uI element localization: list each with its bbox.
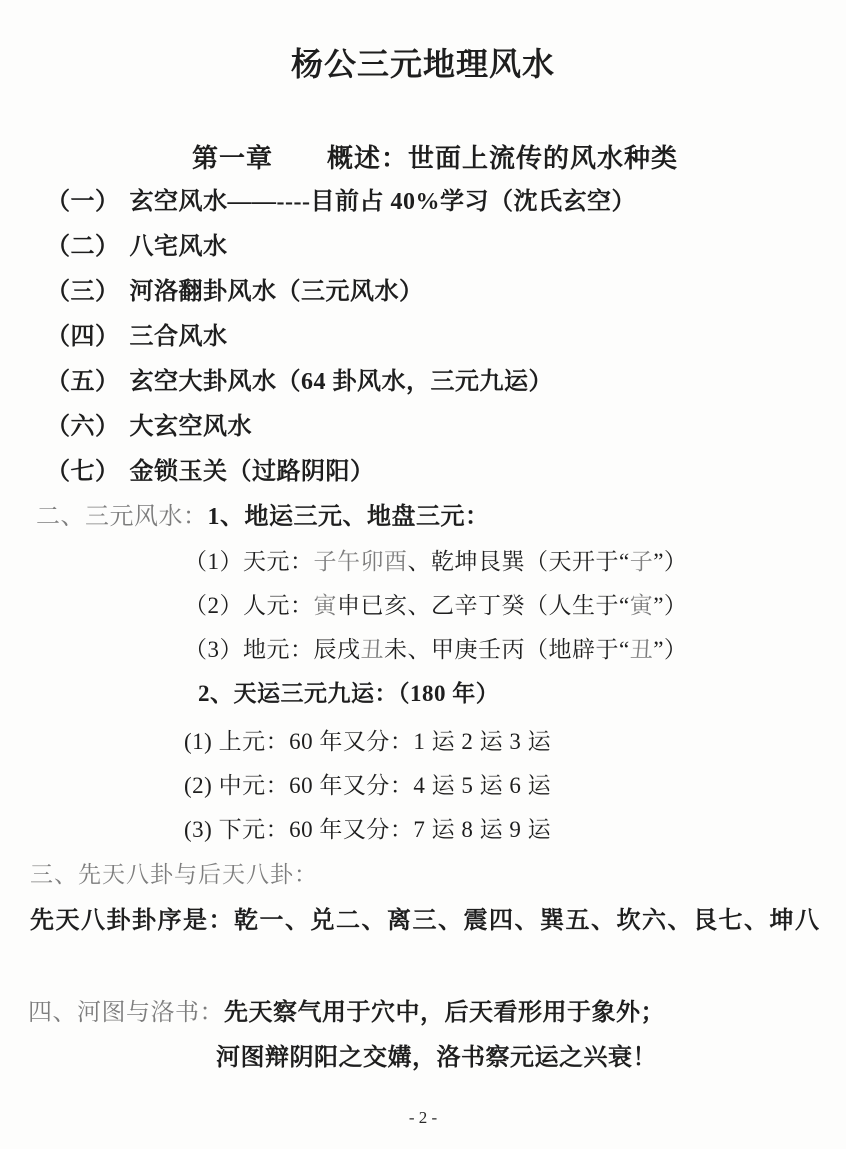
text-segment: 、乾坤艮巽（天开于“	[407, 549, 630, 574]
item-text: 八宅风水	[129, 234, 228, 260]
sub-item-renyuan	[0, 584, 846, 628]
section-two-heading	[0, 495, 846, 540]
list-item	[0, 225, 846, 270]
item-number: （一）	[46, 189, 120, 215]
item-number: （七）	[46, 459, 120, 485]
text-segment: 二、三元风水：	[36, 504, 208, 530]
list-item	[0, 405, 846, 450]
text-segment: ”）	[653, 549, 688, 574]
item-text: 金锁玉关（过路阴阳）	[129, 459, 375, 485]
text-segment: （2）人元：	[184, 593, 314, 618]
text-segment: 先天察气用于穴中，后天看形用于象外；	[224, 1000, 665, 1026]
chapter-number: 第一章	[192, 144, 274, 173]
text-segment: 寅	[313, 593, 337, 618]
section-two-sub-list	[0, 540, 846, 672]
list-item	[0, 270, 846, 315]
item-number: （五）	[46, 369, 120, 395]
chapter-heading	[0, 142, 846, 176]
text-segment: 未、甲庚壬丙（地辟于“	[384, 637, 630, 662]
text-segment: 子	[629, 549, 654, 574]
bagua-sequence-line: 先天八卦卦序是：乾一、兑二、离三、震四、巽五、坎六、艮七、坤八	[30, 908, 821, 934]
fengshui-types-list	[0, 180, 846, 495]
item-text: 河洛翻卦风水（三元风水）	[129, 279, 424, 305]
item-number: （六）	[46, 414, 120, 440]
hetu-luoshu-line: 河图辩阴阳之交媾，洛书察元运之兴衰！	[216, 1045, 657, 1071]
item-text: 三合风水	[129, 324, 228, 350]
item-text: 大玄空风水	[129, 414, 252, 440]
text-segment: （1）天元：	[184, 549, 314, 574]
page-number: - 2 -	[408, 1108, 438, 1127]
list-item	[0, 180, 846, 225]
item-text: 玄空大卦风水（64 卦风水，三元九运）	[129, 369, 553, 395]
yun-item-lower: (3) 下元：60 年又分：7 运 8 运 9 运	[184, 817, 552, 842]
sub-item-diyuan	[0, 628, 846, 672]
item-number: （三）	[46, 279, 120, 305]
document-title: 杨公三元地理风水	[290, 46, 555, 82]
list-item	[0, 315, 846, 360]
item-number: （四）	[46, 324, 120, 350]
text-segment: ”）	[653, 637, 688, 662]
item-number: （二）	[46, 234, 120, 260]
text-segment: 丑	[629, 637, 654, 662]
chapter-subtitle: 概述：世面上流传的风水种类	[327, 144, 679, 173]
list-item	[0, 450, 846, 495]
tianyun-heading: 2、天运三元九运：（180 年）	[198, 681, 500, 706]
text-segment: 四、河图与洛书：	[28, 1000, 224, 1026]
text-segment: 子午卯酉	[313, 549, 408, 574]
text-segment: 1、地运三元、地盘三元：	[207, 504, 490, 530]
sub-item-tianyuan	[0, 540, 846, 584]
yun-item-upper: (1) 上元：60 年又分：1 运 2 运 3 运	[184, 729, 552, 754]
section-three-heading: 三、先天八卦与后天八卦：	[30, 862, 318, 887]
list-item	[0, 360, 846, 405]
text-segment: 申已亥、乙辛丁癸（人生于“	[337, 593, 630, 618]
text-segment: （3）地元：辰戌	[184, 637, 361, 662]
text-segment: 丑	[360, 637, 384, 662]
text-segment: ”）	[653, 593, 688, 618]
item-text: 玄空风水——----目前占 40%学习（沈氏玄空）	[129, 189, 636, 215]
text-segment: 寅	[629, 593, 654, 618]
section-four-heading	[0, 991, 846, 1036]
yun-item-middle: (2) 中元：60 年又分：4 运 5 运 6 运	[184, 773, 552, 798]
yun-list	[0, 720, 846, 852]
